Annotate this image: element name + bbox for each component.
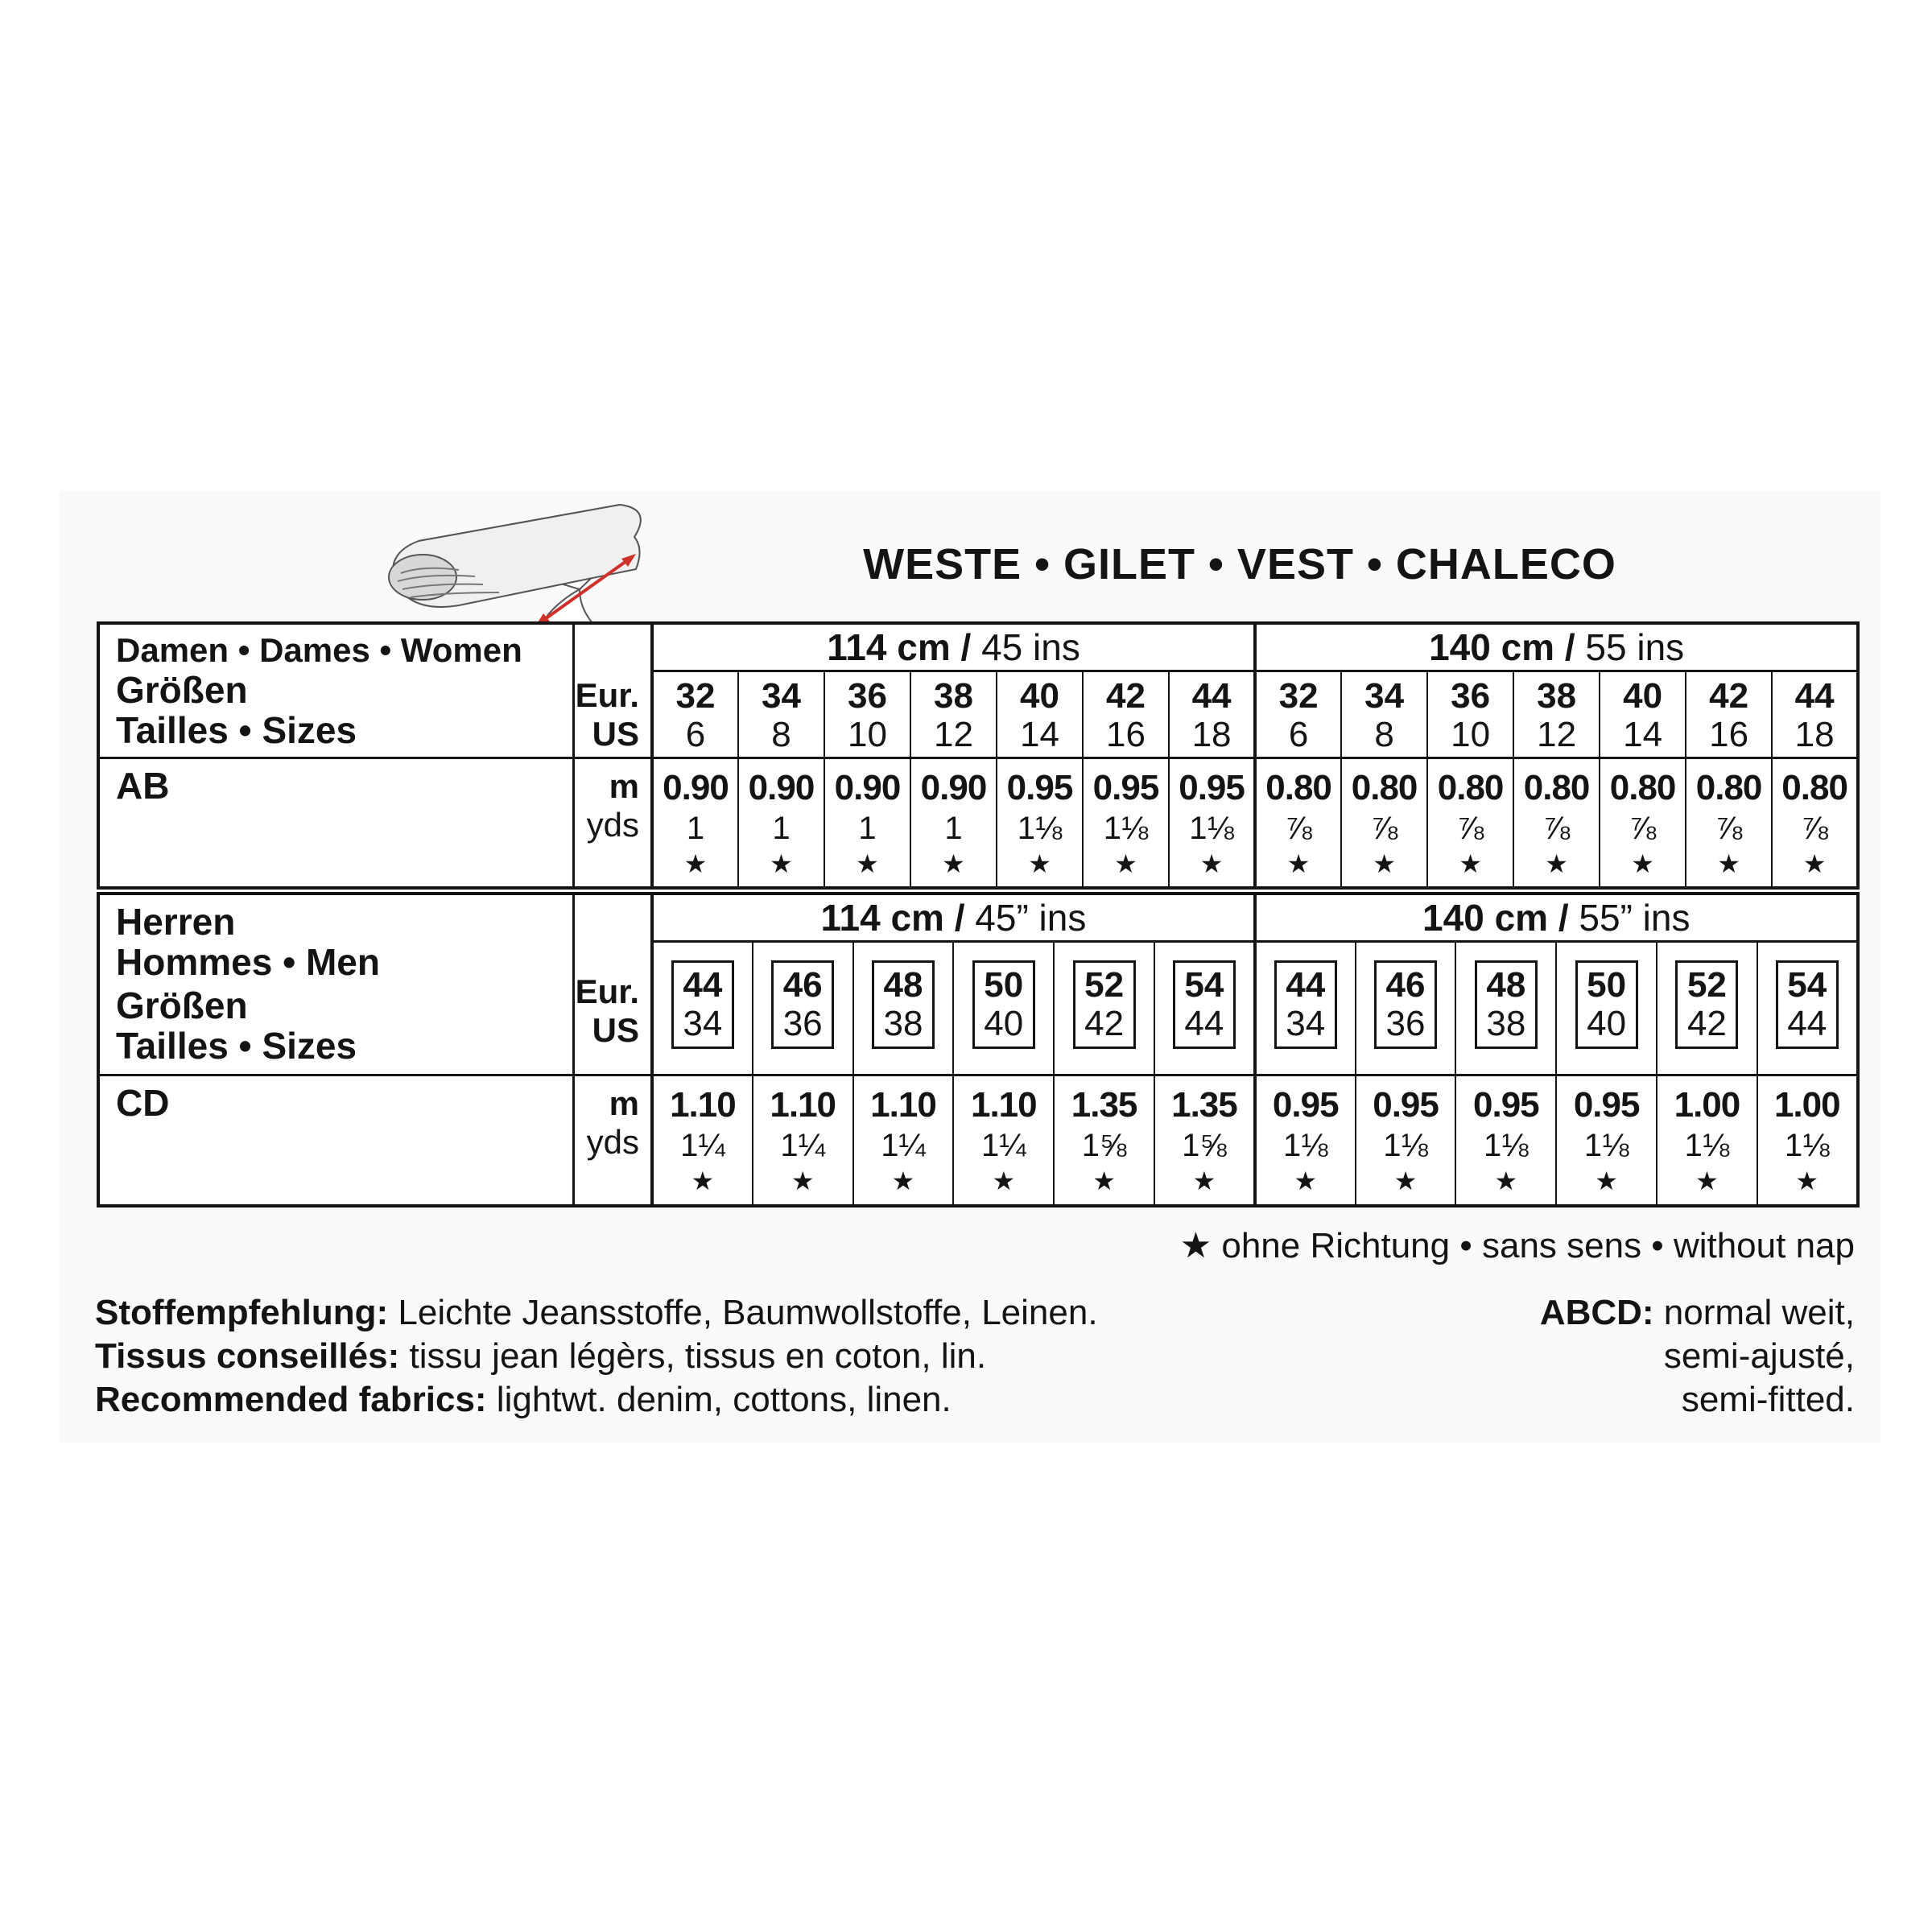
- men-size-col: [1556, 942, 1657, 1075]
- women-row-label: AB: [98, 758, 573, 888]
- men-size-col: [1455, 942, 1556, 1075]
- women-size-col: 42 16: [1083, 671, 1169, 757]
- women-size-col: 40 14: [997, 671, 1083, 757]
- fabric-line-en: Recommended fabrics: lightwt. denim, cottons, linen.: [95, 1380, 952, 1419]
- women-size-col: 32 6: [675, 676, 716, 754]
- women-yardage-cell: 0.80 ⅞ ★: [1686, 758, 1772, 888]
- women-size-col: 44 18: [1772, 671, 1858, 757]
- men-yardage-cell: 0.95 1⅛ ★: [1356, 1075, 1456, 1206]
- women-label-line3: Tailles • Sizes: [116, 709, 357, 751]
- men-label-line2: Hommes • Men: [116, 941, 380, 983]
- women-size-col: 36 10: [824, 671, 910, 757]
- women-size-col: 40 14: [1600, 671, 1686, 757]
- women-yardage-cell: 0.95 1⅛ ★: [1169, 758, 1255, 888]
- fit-line3: semi-fitted.: [1681, 1380, 1855, 1419]
- size-box: 44 34: [671, 960, 734, 1049]
- men-size-col: [953, 942, 1054, 1075]
- size-box: 48 38: [1475, 960, 1538, 1049]
- women-yardage-cell: 0.80 ⅞ ★: [1427, 758, 1513, 888]
- men-width-140: 140 cm / 55” ins: [1255, 894, 1858, 942]
- size-box: 50 40: [972, 960, 1035, 1049]
- size-box: 54 44: [1776, 960, 1839, 1049]
- size-box: 44 34: [1274, 960, 1337, 1049]
- men-width-114: 114 cm / 45” ins: [652, 894, 1255, 942]
- size-box: 46 36: [1374, 960, 1437, 1049]
- women-unit-blank: [573, 623, 652, 671]
- women-yardage-cell: 0.80 ⅞ ★: [1255, 758, 1341, 888]
- women-size-table: [97, 621, 1860, 890]
- men-yardage-cell: 1.00 1⅛ ★: [1657, 1075, 1757, 1206]
- men-yardage-cell: 0.95 1⅛ ★: [1455, 1075, 1556, 1206]
- size-box: 54 44: [1173, 960, 1236, 1049]
- men-label-line1: Herren: [116, 901, 236, 943]
- men-label-cell: [98, 894, 573, 1075]
- men-size-col: [1356, 942, 1456, 1075]
- men-yardage-cell: 1.10 1¼ ★: [953, 1075, 1054, 1206]
- women-yardage-cell: 0.90 1 ★: [824, 758, 910, 888]
- women-label-cell: [98, 623, 573, 758]
- men-size-col: [652, 942, 753, 1075]
- women-label-line2: Größen: [116, 669, 248, 711]
- fabric-line-de: Stoffempfehlung: Leichte Jeansstoffe, Baumwollstoffe, Leinen.: [95, 1293, 1098, 1332]
- men-size-table: [97, 892, 1860, 1208]
- women-size-col: 34 8: [1341, 671, 1427, 757]
- fit-line1: ABCD: normal weit,: [1539, 1293, 1855, 1332]
- fit-line2: semi-ajusté,: [1663, 1336, 1855, 1376]
- men-label-line3: Größen: [116, 985, 248, 1026]
- men-unit-yardage: m yds: [573, 1075, 652, 1206]
- women-yardage-cell: 0.95 1⅛ ★: [1083, 758, 1169, 888]
- size-box: 50 40: [1575, 960, 1638, 1049]
- men-size-col: [1255, 942, 1356, 1075]
- fabric-recommendations: [95, 1291, 1098, 1422]
- size-box: 46 36: [771, 960, 834, 1049]
- men-size-col: [1657, 942, 1757, 1075]
- men-label-line4: Tailles • Sizes: [116, 1025, 357, 1067]
- women-width-140: 140 cm / 55 ins: [1255, 623, 1858, 671]
- women-yardage-cell: 0.80 ⅞ ★: [1772, 758, 1858, 888]
- men-yardage-cell: 0.95 1⅛ ★: [1556, 1075, 1657, 1206]
- nap-note: ★ ohne Richtung • sans sens • without nap: [1179, 1226, 1855, 1265]
- fabric-line-fr: Tissus conseillés: tissu jean légèrs, tissus en coton, lin.: [95, 1336, 987, 1376]
- women-size-col: 44 18: [1169, 671, 1255, 757]
- men-yardage-cell: 1.10 1¼ ★: [853, 1075, 954, 1206]
- men-yardage-cell: 1.35 1⅝ ★: [1054, 1075, 1154, 1206]
- women-size-col: 36 10: [1427, 671, 1513, 757]
- women-yardage-cell: 0.80 ⅞ ★: [1341, 758, 1427, 888]
- men-size-col: [1054, 942, 1154, 1075]
- women-size-col: 42 16: [1686, 671, 1772, 757]
- women-yardage-cell: 0.80 ⅞ ★: [1513, 758, 1600, 888]
- page-title: WESTE • GILET • VEST • CHALECO: [863, 540, 1616, 588]
- women-size-col: 38 12: [1513, 671, 1600, 757]
- women-unit-sizes: Eur. US: [573, 671, 652, 758]
- size-box: 52 42: [1675, 960, 1738, 1049]
- men-yardage-cell: 1.10 1¼ ★: [753, 1075, 853, 1206]
- women-yardage-cell: 0.90 1 ★: [910, 758, 997, 888]
- men-unit-blank: [573, 894, 652, 942]
- men-yardage-cell: 1.10 1¼ ★: [670, 1085, 736, 1195]
- women-label-line1: Damen • Dames • Women: [116, 631, 522, 669]
- men-size-col: [853, 942, 954, 1075]
- men-yardage-cell: 0.95 1⅛ ★: [1255, 1075, 1356, 1206]
- women-yardage-cell: 0.95 1⅛ ★: [997, 758, 1083, 888]
- men-yardage-cell: 1.35 1⅝ ★: [1154, 1075, 1255, 1206]
- women-size-col: 34 8: [738, 671, 824, 757]
- men-row-label: CD: [98, 1075, 573, 1206]
- men-size-col: [753, 942, 853, 1075]
- women-size-col: 38 12: [910, 671, 997, 757]
- women-yardage-cell: 0.80 ⅞ ★: [1600, 758, 1686, 888]
- men-size-col: [1757, 942, 1858, 1075]
- men-unit-sizes: Eur. US: [573, 942, 652, 1075]
- women-yardage-cell: 0.90 1 ★: [663, 767, 729, 878]
- size-box: 48 38: [872, 960, 935, 1049]
- size-box: 52 42: [1073, 960, 1136, 1049]
- women-size-col: 32 6: [1255, 671, 1341, 757]
- women-unit-yardage: m yds: [573, 758, 652, 888]
- men-size-col: [1154, 942, 1255, 1075]
- fit-description: [1540, 1291, 1855, 1422]
- women-yardage-cell: 0.90 1 ★: [738, 758, 824, 888]
- men-yardage-cell: 1.00 1⅛ ★: [1757, 1075, 1858, 1206]
- women-width-114: 114 cm / 45 ins: [652, 623, 1255, 671]
